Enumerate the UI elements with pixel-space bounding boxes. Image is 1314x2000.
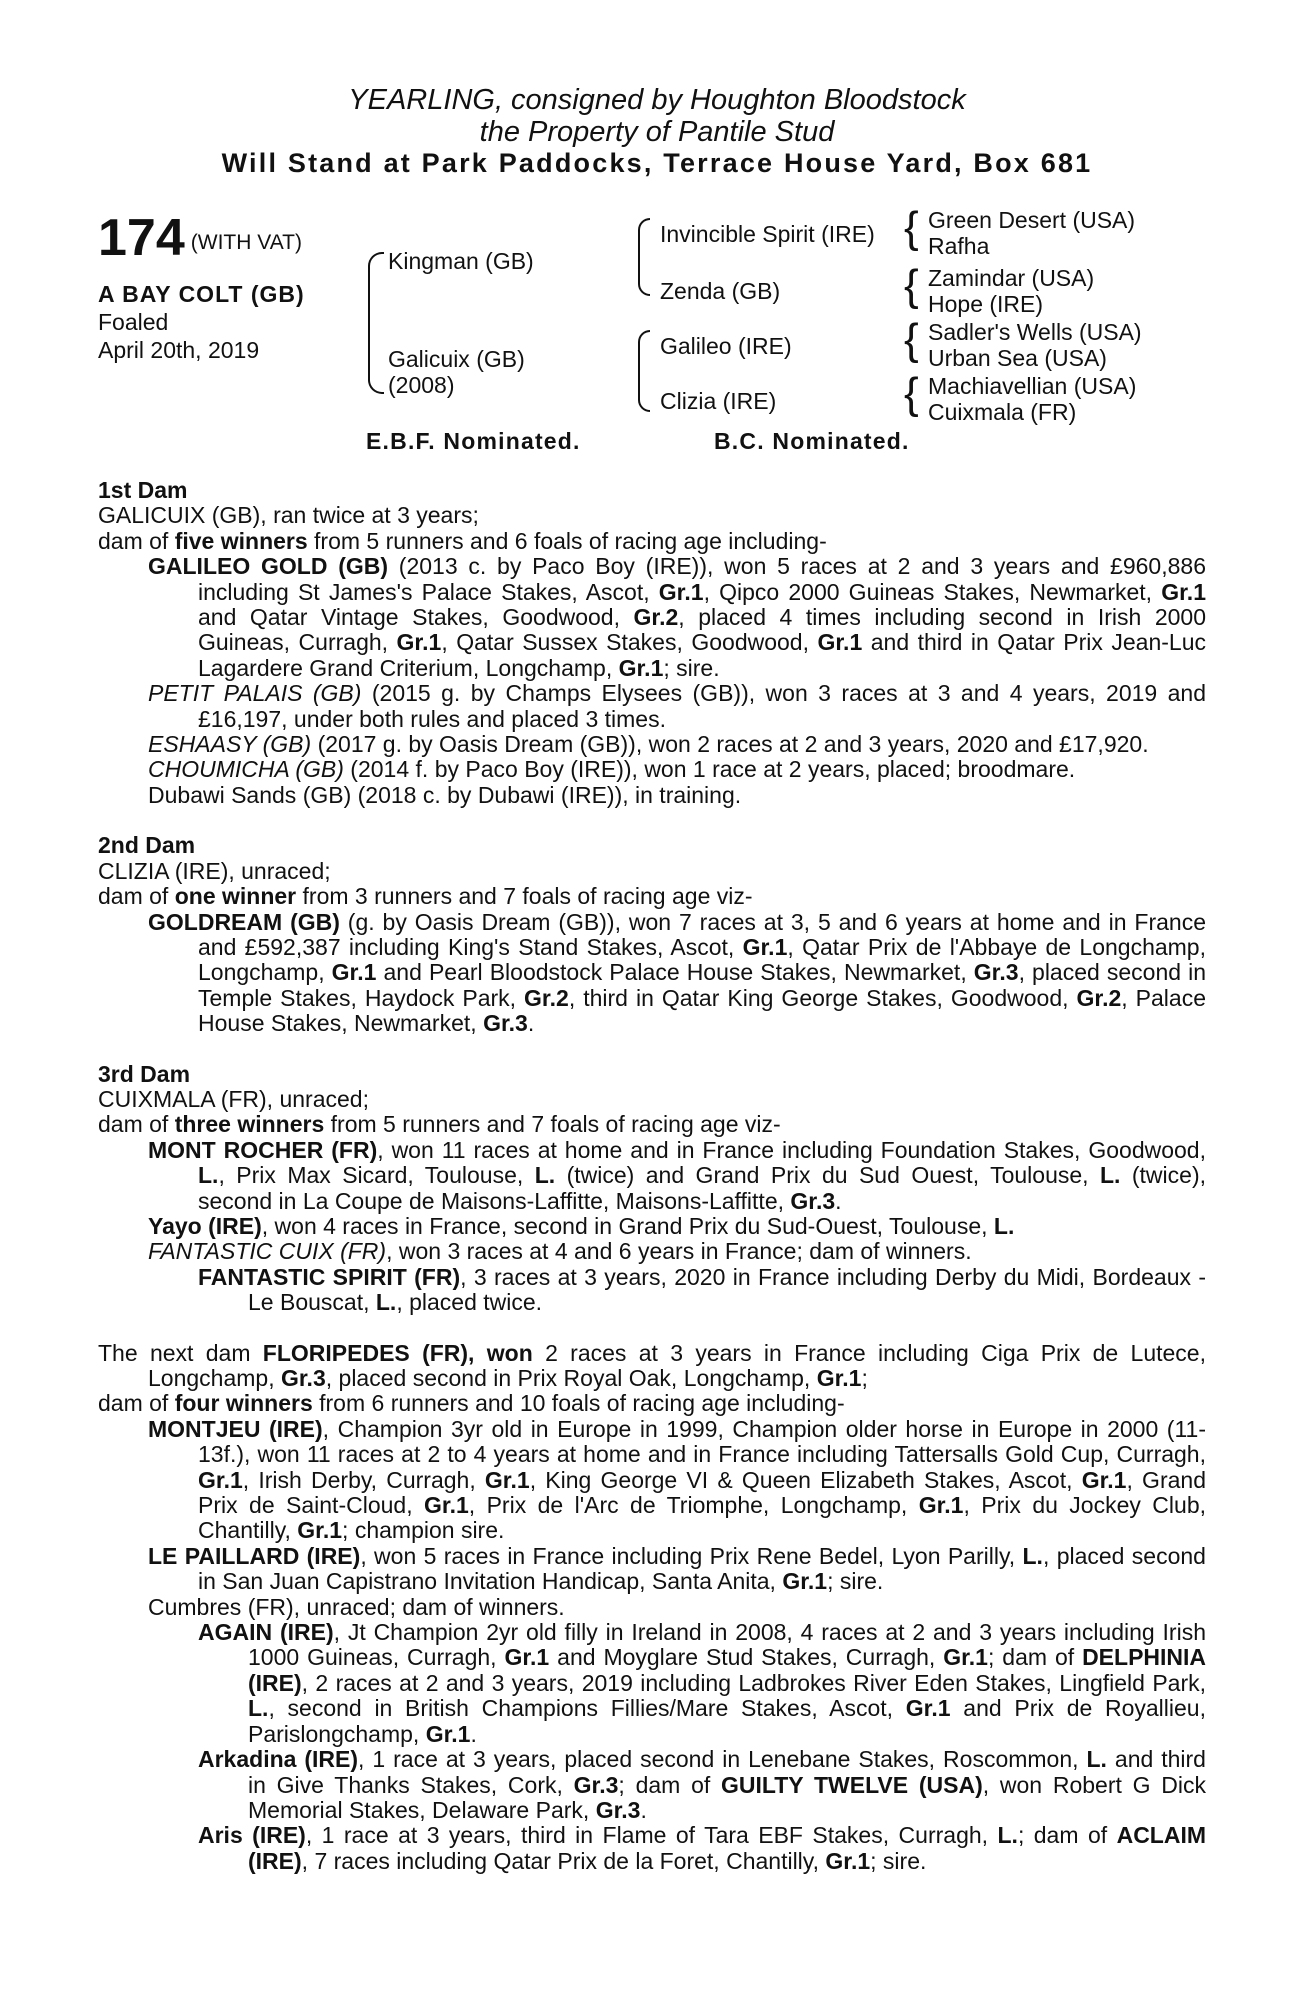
- produce-entry: GALILEO GOLD (GB) (2013 c. by Paco Boy (IRE)), won 5 races at 2 and 3 years and £960,886 including St James's Palace Stakes, Ascot, Gr.1, Qipco 2000 Guineas Stakes, Newmarket, Gr.1 and Qatar Vintage Stakes, Goodwood, Gr.2, placed 4 times including second in Irish 2000 Guineas, Curragh, Gr.1, Qatar Sussex Stakes, Goodwood, Gr.1 and third in Qatar Prix Jean-Luc Lagardere Grand Criterium, Longchamp, Gr.1; sire.: [148, 553, 1206, 681]
- pedigree-dsd: Urban Sea (USA): [928, 345, 1107, 371]
- brace-icon: {: [904, 369, 919, 418]
- produce-entry: Arkadina (IRE), 1 race at 3 years, placed second in Lenebane Stakes, Roscommon, L. and third in Give Thanks Stakes, Cork, Gr.3; dam of GUILTY TWELVE (USA), won Robert G Dick Memorial Stakes, Delaware Park, Gr.3.: [198, 1746, 1207, 1823]
- dam-line: CUIXMALA (FR), unraced;: [98, 1085, 369, 1112]
- next-dam-section: [98, 1341, 1206, 1875]
- dam-line: The next dam FLORIPEDES (FR), won 2 races at 3 years in France including Ciga Prix de Lutece, Longchamp, Gr.3, placed second in Prix Royal Oak, Longchamp, Gr.1;: [98, 1339, 1206, 1391]
- dam-produce-line: dam of three winners from 5 runners and 7 foals of racing age viz-: [98, 1111, 781, 1138]
- produce-entry: GOLDREAM (GB) (g. by Oasis Dream (GB)), won 7 races at 3, 5 and 6 years at home and in France and £592,387 including King's Stand Stakes, Ascot, Gr.1, Qatar Prix de l'Abbaye de Longchamp, Longchamp, Gr.1 and Pearl Bloodstock Palace House Stakes, Newmarket, Gr.3, placed second in Temple Stakes, Haydock Park, Gr.2, third in Qatar King George Stakes, Goodwood, Gr.2, Palace House Stakes, Newmarket, Gr.3.: [148, 908, 1207, 1037]
- stabling-line: Will Stand at Park Paddocks, Terrace House Yard, Box 681: [221, 148, 1093, 178]
- pedigree-bracket-dam-parents: [638, 330, 650, 412]
- pedigree-dss: Sadler's Wells (USA): [928, 319, 1142, 345]
- foaled-date: April 20th, 2019: [98, 337, 260, 363]
- section-heading: 2nd Dam: [98, 832, 196, 859]
- vat-label: (WITH VAT): [190, 231, 302, 254]
- pedigree-sdd: Hope (IRE): [928, 291, 1044, 317]
- ebf-nominated: E.B.F. Nominated.: [366, 428, 581, 454]
- pedigree-dam-dam: Clizia (IRE): [660, 388, 777, 414]
- dam-produce-line: dam of one winner from 3 runners and 7 foals of racing age viz-: [98, 883, 753, 910]
- lot-number-block: [98, 210, 302, 266]
- bc-nominated: B.C. Nominated.: [714, 428, 910, 454]
- dam-line: CLIZIA (IRE), unraced;: [98, 857, 331, 884]
- consignor-line: YEARLING, consigned by Houghton Bloodstock: [348, 84, 966, 116]
- pedigree-dam-year: (2008): [388, 372, 455, 398]
- section-heading: 1st Dam: [98, 477, 188, 503]
- produce-entry: Dubawi Sands (GB) (2018 c. by Dubawi (IRE)), in training.: [148, 781, 742, 808]
- produce-entry: Cumbres (FR), unraced; dam of winners.: [148, 1593, 565, 1620]
- dam-records: [98, 478, 1206, 1874]
- dam-line: GALICUIX (GB), ran twice at 3 years;: [98, 502, 479, 529]
- pedigree-sire-sire: Invincible Spirit (IRE): [660, 221, 875, 247]
- brace-icon: {: [904, 203, 919, 252]
- dam-produce-line: dam of five winners from 5 runners and 6 foals of racing age including-: [98, 527, 827, 554]
- foaled-label: Foaled: [98, 309, 169, 335]
- pedigree-sire-dam: Zenda (GB): [660, 278, 781, 304]
- first-dam-section: [98, 478, 1206, 808]
- horse-info: [98, 280, 305, 364]
- pedigree-dam: Galicuix (GB): [388, 346, 525, 372]
- property-line: the Property of Pantile Stud: [479, 116, 835, 148]
- pedigree-sss: Green Desert (USA): [928, 207, 1136, 233]
- produce-entry: Yayo (IRE), won 4 races in France, second in Grand Prix du Sud-Ouest, Toulouse, L.: [148, 1212, 1015, 1239]
- produce-entry: FANTASTIC SPIRIT (FR), 3 races at 3 years, 2020 in France including Derby du Midi, Bordeaux - Le Bouscat, L., placed twice.: [198, 1263, 1206, 1316]
- dam-produce-line: dam of four winners from 6 runners and 10 foals of racing age including-: [98, 1390, 845, 1417]
- produce-entry: ESHAASY (GB) (2017 g. by Oasis Dream (GB)), won 2 races at 2 and 3 years, 2020 and £17,920.: [148, 731, 1149, 758]
- pedigree-dds: Machiavellian (USA): [928, 373, 1137, 399]
- pedigree-sire: Kingman (GB): [388, 248, 534, 274]
- pedigree-ddd: Cuixmala (FR): [928, 399, 1077, 425]
- pedigree-bracket-sire-dam: [368, 252, 384, 394]
- third-dam-section: [98, 1062, 1206, 1316]
- produce-entry: LE PAILLARD (IRE), won 5 races in France including Prix Rene Bedel, Lyon Parilly, L., placed second in San Juan Capistrano Invitation Handicap, Santa Anita, Gr.1; sire.: [148, 1542, 1206, 1595]
- produce-entry: AGAIN (IRE), Jt Champion 2yr old filly in Ireland in 2008, 4 races at 2 and 3 years including Irish 1000 Guineas, Curragh, Gr.1 and Moyglare Stud Stakes, Curragh, Gr.1; dam of DELPHINIA (IRE), 2 races at 2 and 3 years, 2019 including Ladbrokes River Eden Stakes, Lingfield Park, L., second in British Champions Fillies/Mare Stakes, Ascot, Gr.1 and Prix de Royallieu, Parislongchamp, Gr.1.: [198, 1619, 1207, 1747]
- second-dam-section: [98, 833, 1206, 1036]
- pedigree-dam-sire: Galileo (IRE): [660, 333, 792, 359]
- produce-entry: MONT ROCHER (FR), won 11 races at home and in France including Foundation Stakes, Goodwood, L., Prix Max Sicard, Toulouse, L. (twice) and Grand Prix du Sud Ouest, Toulouse, L. (twice), second in La Coupe de Maisons-Laffitte, Maisons-Laffitte, Gr.3.: [148, 1136, 1206, 1214]
- horse-name: A BAY COLT (GB): [98, 281, 305, 307]
- section-heading: 3rd Dam: [98, 1060, 191, 1087]
- lot-number: 174: [98, 209, 185, 267]
- brace-icon: {: [904, 315, 919, 364]
- brace-icon: {: [904, 261, 919, 310]
- produce-entry: CHOUMICHA (GB) (2014 f. by Paco Boy (IRE)), won 1 race at 2 years, placed; broodmare.: [148, 756, 1076, 783]
- produce-entry: PETIT PALAIS (GB) (2015 g. by Champs Elysees (GB)), won 3 races at 3 and 4 years, 2019 and £16,197, under both rules and placed 3 times.: [148, 680, 1207, 732]
- pedigree-ssd: Rafha: [928, 233, 990, 259]
- produce-entry: MONTJEU (IRE), Champion 3yr old in Europe in 1999, Champion older horse in Europe in 2000 (11-13f.), won 11 races at 2 to 4 years at home and in France including Tattersalls Gold Cup, Curragh, Gr.1, Irish Derby, Curragh, Gr.1, King George VI & Queen Elizabeth Stakes, Ascot, Gr.1, Grand Prix de Saint-Cloud, Gr.1, Prix de l'Arc de Triomphe, Longchamp, Gr.1, Prix du Jockey Club, Chantilly, Gr.1; champion sire.: [148, 1415, 1207, 1544]
- pedigree-bracket-sire-parents: [638, 218, 650, 296]
- pedigree-sds: Zamindar (USA): [928, 265, 1095, 291]
- produce-entry: FANTASTIC CUIX (FR), won 3 races at 4 and 6 years in France; dam of winners.: [148, 1238, 972, 1265]
- produce-entry: Aris (IRE), 1 race at 3 years, third in Flame of Tara EBF Stakes, Curragh, L.; dam of ACLAIM (IRE), 7 races including Qatar Prix de la Foret, Chantilly, Gr.1; sire.: [198, 1822, 1207, 1874]
